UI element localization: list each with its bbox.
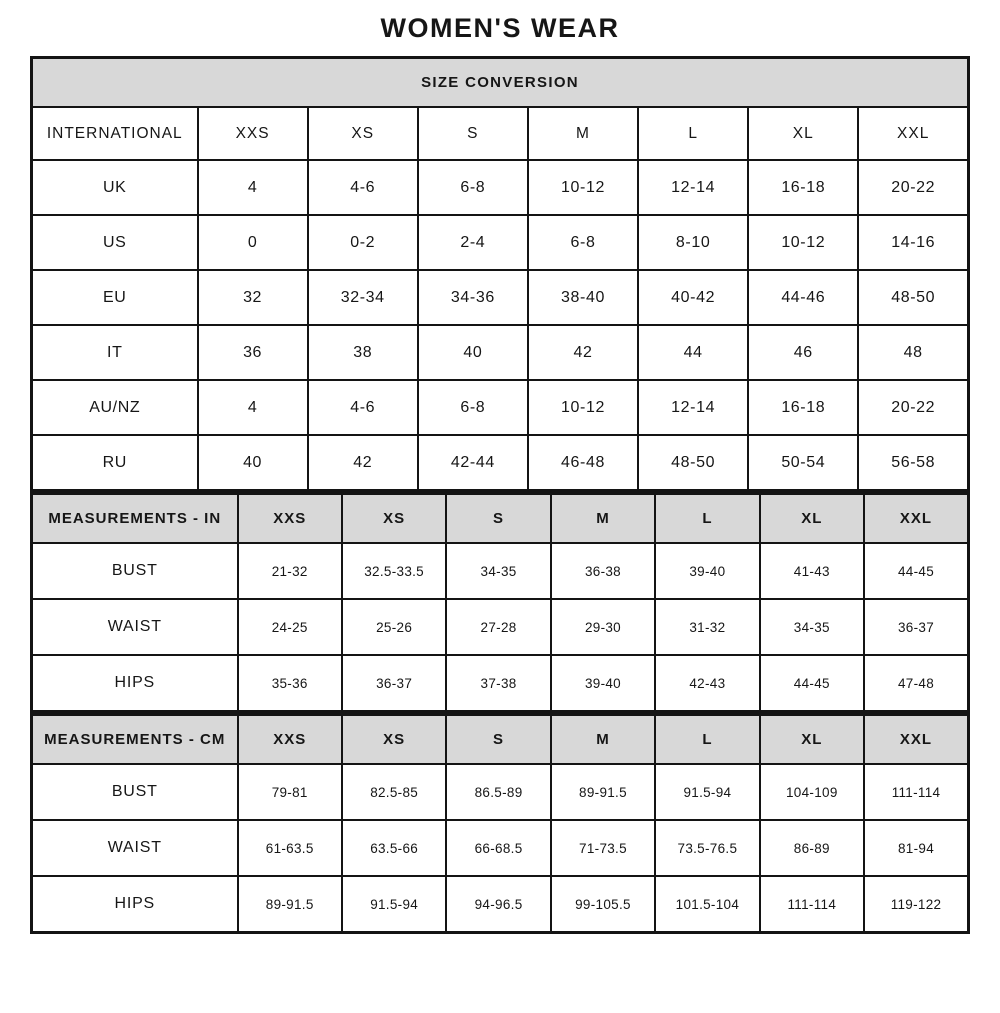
size-cell: 46-48 bbox=[528, 435, 638, 491]
size-cell: 10-12 bbox=[748, 215, 858, 270]
size-cell: 6-8 bbox=[418, 160, 528, 215]
column-header: L bbox=[655, 494, 759, 544]
size-cell: 8-10 bbox=[638, 215, 748, 270]
size-cell: 6-8 bbox=[418, 380, 528, 435]
table-row bbox=[32, 215, 969, 270]
table-title-row bbox=[32, 58, 969, 108]
size-cell: 40 bbox=[198, 435, 308, 491]
size-chart-page bbox=[0, 13, 1000, 934]
measurement-cell: 34-35 bbox=[760, 599, 864, 655]
table-row bbox=[32, 599, 969, 655]
measurement-cell: 101.5-104 bbox=[655, 876, 759, 933]
row-label: BUST bbox=[32, 764, 238, 820]
size-cell: 6-8 bbox=[528, 215, 638, 270]
row-label: RU bbox=[32, 435, 198, 491]
size-cell: 40 bbox=[418, 325, 528, 380]
size-cell: 0 bbox=[198, 215, 308, 270]
measurement-cell: 79-81 bbox=[238, 764, 342, 820]
measurement-cell: 36-37 bbox=[342, 655, 446, 712]
table-row bbox=[32, 160, 969, 215]
measurement-cell: 73.5-76.5 bbox=[655, 820, 759, 876]
column-header: XXL bbox=[864, 494, 968, 544]
table-row bbox=[32, 543, 969, 599]
table-title-cell: SIZE CONVERSION bbox=[32, 58, 969, 108]
size-cell: 10-12 bbox=[528, 160, 638, 215]
measurement-cell: 89-91.5 bbox=[238, 876, 342, 933]
column-header: M bbox=[528, 107, 638, 160]
column-header: L bbox=[655, 715, 759, 765]
measurement-cell: 99-105.5 bbox=[551, 876, 655, 933]
size-cell: 48-50 bbox=[638, 435, 748, 491]
measurement-cell: 89-91.5 bbox=[551, 764, 655, 820]
measurement-cell: 44-45 bbox=[864, 543, 968, 599]
size-cell: 48 bbox=[858, 325, 968, 380]
row-label: WAIST bbox=[32, 820, 238, 876]
measurement-cell: 27-28 bbox=[446, 599, 550, 655]
column-header: M bbox=[551, 715, 655, 765]
column-header: XL bbox=[760, 494, 864, 544]
column-header: XL bbox=[748, 107, 858, 160]
measurement-cell: 66-68.5 bbox=[446, 820, 550, 876]
measurement-cell: 86.5-89 bbox=[446, 764, 550, 820]
row-label: WAIST bbox=[32, 599, 238, 655]
column-header: S bbox=[418, 107, 528, 160]
measurement-cell: 81-94 bbox=[864, 820, 968, 876]
size-cell: 2-4 bbox=[418, 215, 528, 270]
size-conversion-table bbox=[30, 56, 970, 492]
size-cell: 4-6 bbox=[308, 380, 418, 435]
measurement-cell: 41-43 bbox=[760, 543, 864, 599]
measurement-cell: 39-40 bbox=[655, 543, 759, 599]
column-header: L bbox=[638, 107, 748, 160]
size-cell: 38 bbox=[308, 325, 418, 380]
column-header-row bbox=[32, 107, 969, 160]
measurement-cell: 42-43 bbox=[655, 655, 759, 712]
row-label: HIPS bbox=[32, 655, 238, 712]
column-header: XXS bbox=[198, 107, 308, 160]
table-row bbox=[32, 380, 969, 435]
column-header: XXS bbox=[238, 715, 342, 765]
measurements-in-body bbox=[32, 494, 969, 712]
size-cell: 32-34 bbox=[308, 270, 418, 325]
table-row bbox=[32, 764, 969, 820]
size-cell: 46 bbox=[748, 325, 858, 380]
size-cell: 20-22 bbox=[858, 160, 968, 215]
size-cell: 42 bbox=[528, 325, 638, 380]
measurement-cell: 86-89 bbox=[760, 820, 864, 876]
column-header: XXL bbox=[864, 715, 968, 765]
measurement-cell: 37-38 bbox=[446, 655, 550, 712]
measurement-cell: 29-30 bbox=[551, 599, 655, 655]
column-header: S bbox=[446, 494, 550, 544]
measurement-cell: 61-63.5 bbox=[238, 820, 342, 876]
size-cell: 16-18 bbox=[748, 380, 858, 435]
column-header: M bbox=[551, 494, 655, 544]
table-row bbox=[32, 435, 969, 491]
column-header: XS bbox=[342, 715, 446, 765]
size-cell: 36 bbox=[198, 325, 308, 380]
measurement-cell: 32.5-33.5 bbox=[342, 543, 446, 599]
size-cell: 32 bbox=[198, 270, 308, 325]
size-cell: 14-16 bbox=[858, 215, 968, 270]
column-header: XXL bbox=[858, 107, 968, 160]
size-cell: 42 bbox=[308, 435, 418, 491]
row-label: AU/NZ bbox=[32, 380, 198, 435]
measurements-in-table bbox=[30, 492, 970, 713]
table-row bbox=[32, 820, 969, 876]
measurements-cm-table bbox=[30, 713, 970, 934]
size-cell: 0-2 bbox=[308, 215, 418, 270]
size-cell: 44-46 bbox=[748, 270, 858, 325]
size-cell: 50-54 bbox=[748, 435, 858, 491]
measurement-cell: 111-114 bbox=[864, 764, 968, 820]
size-cell: 34-36 bbox=[418, 270, 528, 325]
page-title: WOMEN'S WEAR bbox=[380, 13, 620, 43]
row-label: UK bbox=[32, 160, 198, 215]
measurement-cell: 111-114 bbox=[760, 876, 864, 933]
row-label: US bbox=[32, 215, 198, 270]
column-header: INTERNATIONAL bbox=[32, 107, 198, 160]
measurement-cell: 21-32 bbox=[238, 543, 342, 599]
measurement-cell: 36-38 bbox=[551, 543, 655, 599]
row-label: HIPS bbox=[32, 876, 238, 933]
measurement-cell: 104-109 bbox=[760, 764, 864, 820]
measurement-cell: 94-96.5 bbox=[446, 876, 550, 933]
measurements-cm-body bbox=[32, 715, 969, 933]
column-header: XS bbox=[308, 107, 418, 160]
column-header: XXS bbox=[238, 494, 342, 544]
column-header-row bbox=[32, 494, 969, 544]
column-header-row bbox=[32, 715, 969, 765]
table-title-cell: MEASUREMENTS - IN bbox=[32, 494, 238, 544]
size-cell: 20-22 bbox=[858, 380, 968, 435]
measurement-cell: 91.5-94 bbox=[655, 764, 759, 820]
size-cell: 56-58 bbox=[858, 435, 968, 491]
measurement-cell: 31-32 bbox=[655, 599, 759, 655]
measurement-cell: 34-35 bbox=[446, 543, 550, 599]
measurement-cell: 25-26 bbox=[342, 599, 446, 655]
measurement-cell: 24-25 bbox=[238, 599, 342, 655]
size-cell: 4 bbox=[198, 160, 308, 215]
table-row bbox=[32, 655, 969, 712]
column-header: XS bbox=[342, 494, 446, 544]
measurement-cell: 82.5-85 bbox=[342, 764, 446, 820]
measurement-cell: 47-48 bbox=[864, 655, 968, 712]
size-cell: 4 bbox=[198, 380, 308, 435]
size-cell: 12-14 bbox=[638, 160, 748, 215]
measurement-cell: 63.5-66 bbox=[342, 820, 446, 876]
row-label: BUST bbox=[32, 543, 238, 599]
row-label: IT bbox=[32, 325, 198, 380]
table-row bbox=[32, 325, 969, 380]
table-title-cell: MEASUREMENTS - CM bbox=[32, 715, 238, 765]
measurement-cell: 39-40 bbox=[551, 655, 655, 712]
table-row bbox=[32, 270, 969, 325]
size-cell: 4-6 bbox=[308, 160, 418, 215]
size-cell: 10-12 bbox=[528, 380, 638, 435]
size-cell: 40-42 bbox=[638, 270, 748, 325]
column-header: S bbox=[446, 715, 550, 765]
measurement-cell: 44-45 bbox=[760, 655, 864, 712]
measurement-cell: 71-73.5 bbox=[551, 820, 655, 876]
size-cell: 48-50 bbox=[858, 270, 968, 325]
measurement-cell: 36-37 bbox=[864, 599, 968, 655]
size-cell: 12-14 bbox=[638, 380, 748, 435]
measurement-cell: 35-36 bbox=[238, 655, 342, 712]
measurement-cell: 91.5-94 bbox=[342, 876, 446, 933]
size-cell: 42-44 bbox=[418, 435, 528, 491]
column-header: XL bbox=[760, 715, 864, 765]
measurement-cell: 119-122 bbox=[864, 876, 968, 933]
size-conversion-body bbox=[32, 58, 969, 491]
size-cell: 44 bbox=[638, 325, 748, 380]
size-cell: 38-40 bbox=[528, 270, 638, 325]
table-row bbox=[32, 876, 969, 933]
row-label: EU bbox=[32, 270, 198, 325]
size-cell: 16-18 bbox=[748, 160, 858, 215]
